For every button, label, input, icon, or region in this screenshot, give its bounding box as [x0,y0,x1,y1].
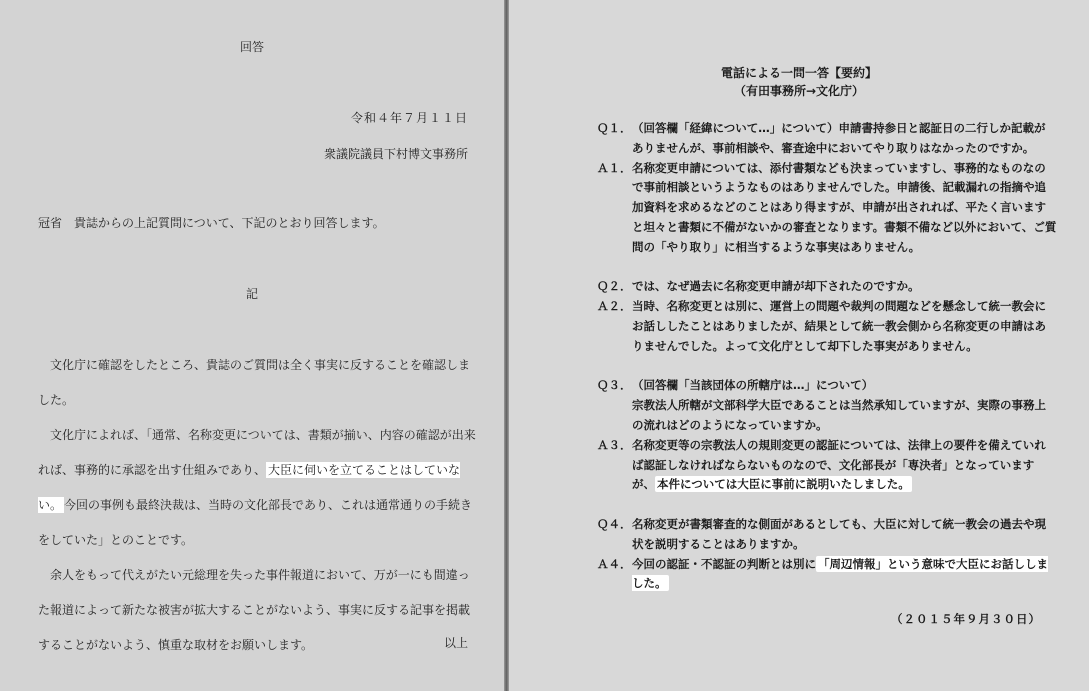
answer-text [632,436,1057,495]
question-1 [597,119,1057,159]
reply-paragraph-2-text-b: 今回の事例も最終決裁は、当時の文化部長であり、これは通常通りの手続きをしていた」とのことです。 [38,498,473,547]
question-text: （回答欄「経緯について…」について）申請書持参日と認証日の二行しか記載がありませんが、事前相談や、審査途中においてやり取りはなかったのですか。 [632,121,1046,155]
answer-label: Ａ１． [597,160,632,175]
right-page [509,0,1089,691]
qa-title-line-1: 電話による一問一答【要約】 [720,66,877,80]
question-2 [597,277,1057,297]
question-text [632,376,1057,435]
question-text: では、なぜ過去に名称変更申請が却下されたのですか。 [632,279,920,294]
answer-4-text-a: 今回の認証・不認証の判断とは別に [632,556,816,571]
reply-paragraph-2-text-a: 文化庁によれば、「通常、名称変更については、書類が揃い、内容の確認が出来れば、事務的に承認を出す仕組みであり、 [38,428,476,477]
reply-paragraph-1: 文化庁に確認をしたところ、貴誌のご質問は全く事実に反することを確認しました。 [38,358,471,407]
reply-body [38,348,478,663]
question-4 [597,515,1057,555]
question-3-text-a: （回答欄「当該団体の所轄庁は…」について） [632,378,874,393]
question-label: Ｑ２． [597,279,632,294]
question-label: Ｑ１． [597,121,632,135]
question-text: 名称変更が書類審査的な側面があるとしても、大臣に対して統一教会の過去や現状を説明することはありますか。 [632,516,1046,551]
qa-title-line-2: （有田事務所→文化庁） [733,84,865,98]
answer-4 [597,555,1057,595]
question-label: Ｑ３． [597,378,632,393]
answer-3 [597,436,1057,495]
answer-text: 当時、名称変更とは別に、運営上の問題や裁判の問題などを懸念して統一教会にお話ししたことはありましたが、結果として統一教会側から名称変更の申請はありませんでした。よって文化庁として却下した事実がありません。 [632,299,1046,353]
reply-paragraph-3: 余人をもって代えがたい元総理を失った事件報道において、万が一にも間違った報道によって新たな被害が拡大することがないよう、事実に反する記事を掲載することがないよう、慎重な取材をお願いします。 [38,568,471,652]
answer-text: 名称変更申請については、添付書類なども決まっていますし、事務的なものなので事前相談というようなものはありませんでした。申請後、記載漏れの指摘や追加資料を求めるなどのことはあり得ますが、申請が出されれば、平たく言いますと坦々と書類に不備がないかの審査となります。書類不備など以外において、ご質問の「やり取り」に相当するような事実はありません。 [632,160,1057,254]
highlighted-text: 本件については大臣に事前に説明いたしました。 [657,477,910,492]
reply-end: 以上 [443,636,468,650]
answer-label: Ａ４． [597,556,632,571]
question-label: Ｑ４． [597,516,632,531]
answer-2 [597,297,1057,356]
reply-paragraph-2 [38,418,478,558]
answer-1 [597,159,1057,258]
reply-intro: 冠省 貴誌からの上記質問について、下記のとおり回答します。 [38,216,385,230]
reply-sender: 衆議院議員下村博文事務所 [323,147,468,161]
highlighted-text: 「周辺情報」という意味で大臣にお話ししました。 [632,556,1048,591]
answer-label: Ａ３． [597,437,632,452]
qa-body [597,119,1057,594]
question-3-text-b: 宗教法人所轄が文部科学大臣であることは当然承知していますが、実際の事務上の流れはどのようになっていますか。 [632,398,1046,432]
reply-date: 令和４年７月１１日 [350,111,468,125]
reply-ki-heading: 記 [245,287,258,301]
reply-title: 回答 [239,40,264,54]
highlighted-text: 大臣に伺いを立てることはしていない。 [38,463,461,512]
question-3 [597,376,1057,435]
answer-3-text-a: 名称変更等の宗教法人の規則変更の認証については、法律上の要件を備えていれば認証しなければならないものなので、文化部長が「専決者」となっていますが、 [632,437,1046,492]
left-page [0,0,504,691]
qa-date: （２０１５年９月３０日） [891,612,1041,626]
answer-label: Ａ２． [597,299,632,314]
qa-title [509,64,1089,100]
answer-text [632,555,1057,595]
